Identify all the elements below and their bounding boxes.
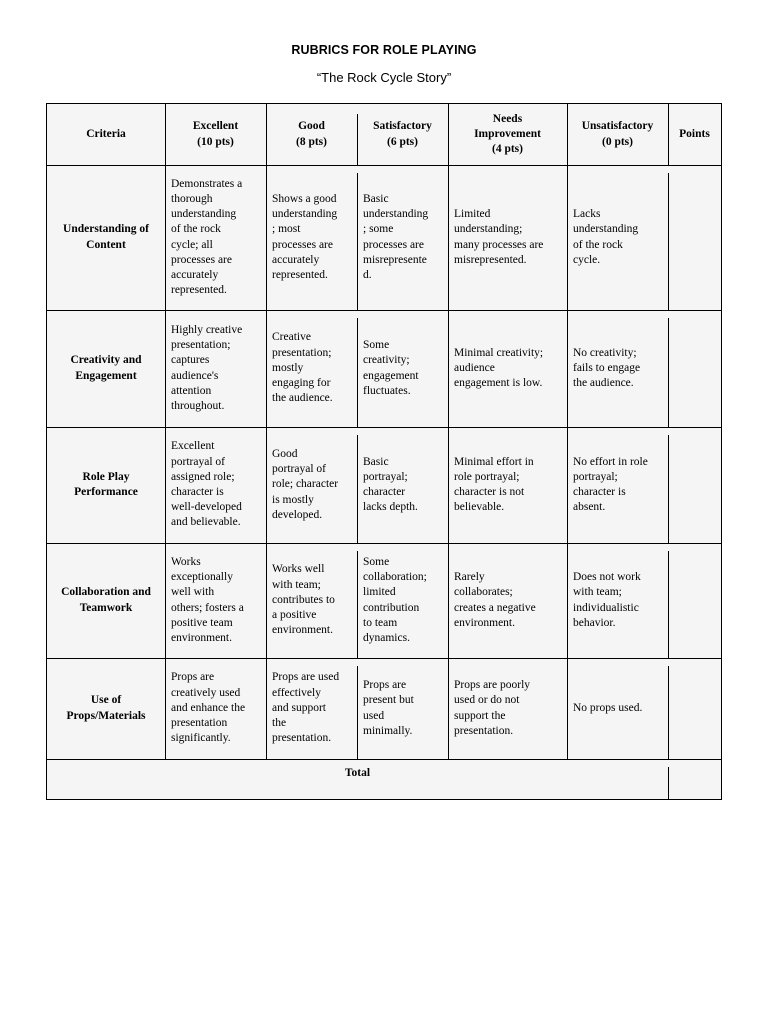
header-satisfactory-text: Satisfactory (6 pts) bbox=[373, 120, 432, 148]
descriptor-text: Does not work with team; individualistic behavior. bbox=[573, 571, 641, 629]
descriptor-text: Props are creatively used and enhance the presentation significantly. bbox=[171, 671, 246, 745]
cell-satisfactory bbox=[357, 427, 448, 543]
cell-needs-improvement bbox=[448, 165, 567, 310]
descriptor-text: Props are used effectively and support the presentation. bbox=[272, 671, 340, 745]
row-criteria-props bbox=[47, 658, 165, 759]
header-excellent bbox=[165, 104, 266, 165]
descriptor-text: Props are poorly used or do not support the presentation. bbox=[454, 679, 531, 737]
descriptor-text: Basic portrayal; character lacks depth. bbox=[363, 455, 418, 514]
points-input-cell[interactable] bbox=[668, 427, 721, 543]
points-input-cell[interactable] bbox=[668, 543, 721, 658]
cell-excellent bbox=[165, 310, 266, 427]
row-criteria-role-play bbox=[47, 427, 165, 543]
cell-excellent bbox=[165, 427, 266, 543]
header-needs-improvement-text: Needs Improvement (4 pts) bbox=[474, 112, 541, 156]
descriptor-text: No creativity; fails to engage the audience. bbox=[573, 346, 641, 390]
total-points-cell[interactable] bbox=[668, 759, 721, 800]
header-criteria-text: Criteria bbox=[86, 127, 126, 140]
criteria-label: Collaboration and Teamwork bbox=[61, 586, 151, 614]
descriptor-text: Minimal effort in role portrayal; character is not believable. bbox=[454, 455, 534, 514]
descriptor-text: Rarely collaborates; creates a negative environment. bbox=[454, 571, 536, 629]
criteria-label: Use of Props/Materials bbox=[66, 694, 146, 722]
total-label: Total bbox=[344, 767, 371, 780]
header-good-text: Good (8 pts) bbox=[296, 120, 327, 148]
points-input-cell[interactable] bbox=[668, 310, 721, 427]
descriptor-text: No props used. bbox=[573, 701, 643, 714]
descriptor-text: Works well with team; contributes to a positive environment. bbox=[272, 563, 335, 637]
criteria-label: Role Play Performance bbox=[74, 470, 138, 498]
cell-needs-improvement bbox=[448, 658, 567, 759]
cell-unsatisfactory bbox=[567, 543, 668, 658]
header-excellent-text: Excellent (10 pts) bbox=[192, 120, 239, 148]
descriptor-text: Shows a good understanding ; most processes are accurately represented. bbox=[272, 192, 338, 281]
header-points-text: Points bbox=[679, 127, 710, 140]
header-needs-improvement bbox=[448, 104, 567, 165]
descriptor-text: Props are present but used minimally. bbox=[363, 679, 414, 737]
cell-needs-improvement bbox=[448, 543, 567, 658]
descriptor-text: Demonstrates a thorough understanding of the rock cycle; all processes are accurately represented. bbox=[171, 177, 243, 297]
descriptor-text: Excellent portrayal of assigned role; character is well-developed and believable. bbox=[171, 440, 242, 529]
cell-needs-improvement bbox=[448, 310, 567, 427]
descriptor-text: Some creativity; engagement fluctuates. bbox=[363, 339, 419, 397]
cell-needs-improvement bbox=[448, 427, 567, 543]
cell-good bbox=[266, 310, 357, 427]
descriptor-text: Lacks understanding of the rock cycle. bbox=[573, 208, 639, 266]
descriptor-text: Creative presentation; mostly engaging for the audience. bbox=[272, 331, 333, 405]
cell-unsatisfactory bbox=[567, 310, 668, 427]
row-criteria-understanding bbox=[47, 165, 165, 310]
cell-satisfactory bbox=[357, 658, 448, 759]
cell-satisfactory bbox=[357, 165, 448, 310]
descriptor-text: Works exceptionally well with others; fosters a positive team environment. bbox=[171, 555, 244, 644]
cell-good bbox=[266, 543, 357, 658]
cell-satisfactory bbox=[357, 310, 448, 427]
descriptor-text: No effort in role portrayal; character is absent. bbox=[573, 455, 648, 514]
cell-unsatisfactory bbox=[567, 658, 668, 759]
header-unsatisfactory-text: Unsatisfactory (0 pts) bbox=[581, 120, 654, 148]
document-subtitle: “The Rock Cycle Story” bbox=[316, 70, 452, 85]
cell-good bbox=[266, 427, 357, 543]
header-good bbox=[266, 104, 357, 165]
descriptor-text: Minimal creativity; audience engagement is low. bbox=[454, 346, 544, 390]
cell-excellent bbox=[165, 165, 266, 310]
cell-good bbox=[266, 165, 357, 310]
cell-excellent bbox=[165, 543, 266, 658]
points-input-cell[interactable] bbox=[668, 658, 721, 759]
cell-unsatisfactory bbox=[567, 165, 668, 310]
cell-unsatisfactory bbox=[567, 427, 668, 543]
criteria-label: Creativity and Engagement bbox=[70, 354, 142, 382]
document-title: RUBRICS FOR ROLE PLAYING bbox=[291, 43, 477, 57]
cell-satisfactory bbox=[357, 543, 448, 658]
points-input-cell[interactable] bbox=[668, 165, 721, 310]
descriptor-text: Limited understanding; many processes are misrepresented. bbox=[454, 208, 544, 266]
row-criteria-creativity bbox=[47, 310, 165, 427]
cell-excellent bbox=[165, 658, 266, 759]
descriptor-text: Highly creative presentation; captures audience's attention throughout. bbox=[171, 323, 243, 412]
header-unsatisfactory bbox=[567, 104, 668, 165]
descriptor-text: Basic understanding ; some processes are misrepresente d. bbox=[363, 192, 429, 281]
criteria-label: Understanding of Content bbox=[63, 223, 149, 251]
descriptor-text: Good portrayal of role; character is mostly developed. bbox=[272, 447, 339, 521]
row-criteria-collaboration bbox=[47, 543, 165, 658]
header-satisfactory bbox=[357, 104, 448, 165]
header-criteria bbox=[47, 104, 165, 165]
header-points bbox=[668, 104, 721, 165]
total-label-cell bbox=[47, 759, 668, 789]
rubric-table bbox=[46, 103, 722, 800]
descriptor-text: Some collaboration; limited contribution to team dynamics. bbox=[363, 555, 427, 644]
cell-good bbox=[266, 658, 357, 759]
